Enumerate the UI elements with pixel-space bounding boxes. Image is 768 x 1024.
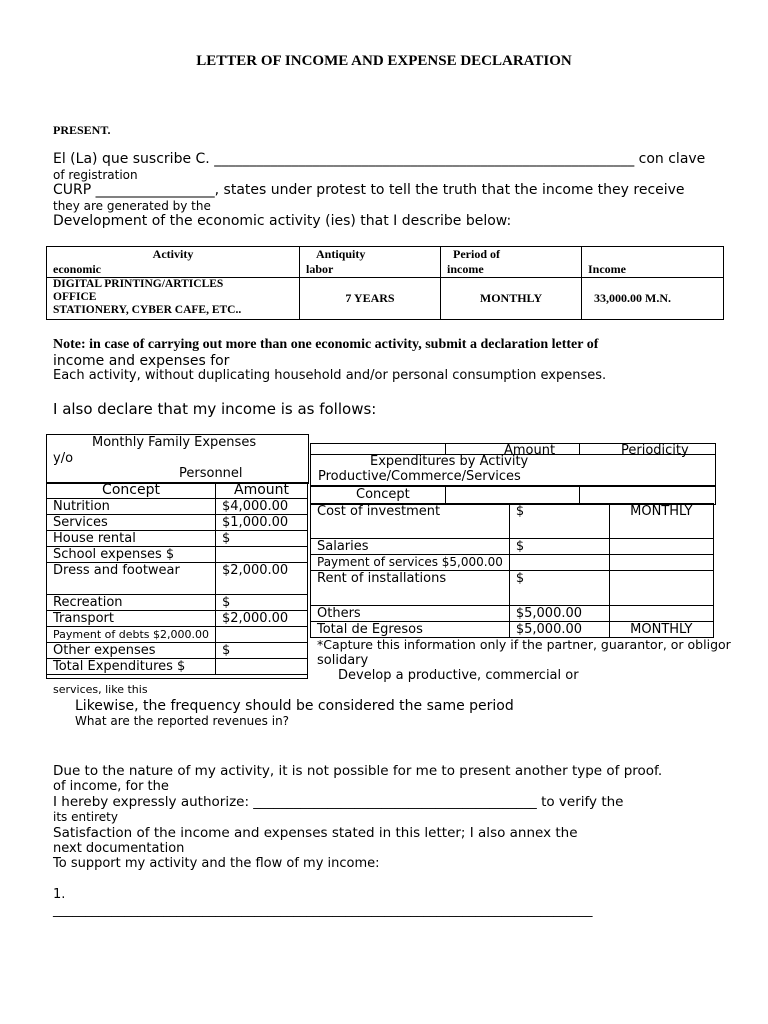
family-row-amount: $4,000.00 xyxy=(216,499,308,515)
list-item-blank-line: ___________________________________________________________________________________ xyxy=(53,903,593,918)
list-item-number: 1. xyxy=(53,887,66,902)
activity-exp-row-concept: Total de Egresos xyxy=(311,622,510,638)
family-col-concept: Concept xyxy=(47,483,216,499)
activity-exp-row-concept: Others xyxy=(311,606,510,622)
family-row-concept: Services xyxy=(47,515,216,531)
activity-exp-row-amount: $5,000.00 xyxy=(509,606,609,622)
activity-exp-row-period xyxy=(609,606,713,622)
family-row-amount: $1,000.00 xyxy=(216,515,308,531)
activity-exp-title-2: Productive/Commerce/Services xyxy=(318,469,521,484)
activity-exp-row-period xyxy=(609,571,713,606)
family-row-concept: Transport xyxy=(47,611,216,627)
antiquity-header-1: Antiquity xyxy=(316,247,366,261)
activity-exp-row-amount: $5,000.00 xyxy=(509,622,609,638)
authorize-line: I hereby expressly authorize: __________________________________________ to verify the xyxy=(53,794,624,810)
family-title-2: y/o xyxy=(53,451,74,466)
closing-line-6: next documentation xyxy=(53,841,185,856)
what-are-text: What are the reported revenues in? xyxy=(75,714,290,728)
family-row-concept: School expenses $ xyxy=(47,547,216,563)
family-title-1: Monthly Family Expenses xyxy=(92,435,257,450)
family-row-concept: Nutrition xyxy=(47,499,216,515)
intro-line-2: of registration xyxy=(53,168,138,182)
family-title-3: Personnel xyxy=(179,466,243,481)
activity-exp-col-header xyxy=(310,485,716,505)
family-row-amount: $ xyxy=(216,531,308,547)
family-expenses-table xyxy=(46,482,308,675)
family-row-concept: Other expenses xyxy=(47,643,216,659)
activity-exp-title-1: Expenditures by Activity xyxy=(370,454,529,469)
present-label: PRESENT. xyxy=(53,123,111,137)
activity-exp-row-concept: Payment of services $5,000.00 xyxy=(311,555,510,571)
closing-line-7: To support my activity and the flow of my income: xyxy=(53,856,380,871)
note-line-2: income and expenses for xyxy=(53,353,230,369)
family-row-amount: $ xyxy=(216,595,308,611)
antiquity-cell: 7 YEARS xyxy=(300,278,441,320)
activity-cell-2: OFFICE xyxy=(53,291,97,303)
family-row-concept: House rental xyxy=(47,531,216,547)
family-row-amount: $2,000.00 xyxy=(216,611,308,627)
closing-line-1: Due to the nature of my activity, it is not possible for me to present another type of proof. xyxy=(53,763,663,779)
activity-expenses-table xyxy=(310,503,714,638)
activity-exp-row-period: MONTHLY xyxy=(609,504,713,539)
activity-cell-3: STATIONERY, CYBER CAFE, ETC.. xyxy=(53,304,242,316)
document-title: LETTER OF INCOME AND EXPENSE DECLARATION xyxy=(196,53,572,69)
activity-cell-1: DIGITAL PRINTING/ARTICLES xyxy=(53,278,224,290)
activity-exp-col-concept: Concept xyxy=(356,487,410,502)
services-like: services, like this xyxy=(53,683,148,696)
activity-exp-periodicity-header: Periodicity xyxy=(621,443,689,458)
intro-line-3: CURP _________________, states under protest to tell the truth that the income they receive xyxy=(53,182,685,198)
activity-header-2: economic xyxy=(53,262,101,276)
note-bold: Note: in case of carrying out more than one economic activity, submit a declaration letter of xyxy=(53,337,599,352)
activity-exp-row-period xyxy=(609,539,713,555)
capture-note-2: solidary xyxy=(317,653,369,668)
closing-line-2: of income, for the xyxy=(53,779,169,794)
family-row-concept: Dress and footwear xyxy=(47,563,216,595)
family-col-amount: Amount xyxy=(216,483,308,499)
family-row-amount: $2,000.00 xyxy=(216,563,308,595)
activity-exp-row-amount xyxy=(509,555,609,571)
activity-exp-row-amount: $ xyxy=(509,571,609,606)
antiquity-header-2: labor xyxy=(306,262,334,276)
activity-exp-row-concept: Salaries xyxy=(311,539,510,555)
family-right-rule xyxy=(307,662,308,679)
family-bottom-rule xyxy=(46,678,307,679)
period-header-1: Period of xyxy=(453,247,500,261)
family-row-amount: $ xyxy=(216,643,308,659)
closing-line-5: Satisfaction of the income and expenses stated in this letter; I also annex the xyxy=(53,825,578,841)
family-row-amount xyxy=(216,659,308,675)
note-line-3: Each activity, without duplicating household and/or personal consumption expenses. xyxy=(53,368,607,383)
likewise-text: Likewise, the frequency should be considered the same period xyxy=(75,698,514,714)
activity-exp-amount-header: Amount xyxy=(504,443,556,458)
family-row-concept: Total Expenditures $ xyxy=(47,659,216,675)
period-header-2: income xyxy=(447,262,484,276)
activity-exp-row-period: MONTHLY xyxy=(609,622,713,638)
capture-note-3: Develop a productive, commercial or xyxy=(338,668,579,683)
declare-text: I also declare that my income is as follows: xyxy=(53,400,377,418)
capture-note-1: *Capture this information only if the partner, guarantor, or obligor xyxy=(317,637,731,652)
activity-exp-row-amount: $ xyxy=(509,539,609,555)
income-cell: 33,000.00 M.N. xyxy=(582,278,724,320)
activity-header-1: Activity xyxy=(152,247,194,261)
family-left-rule xyxy=(46,662,47,679)
income-header: Income xyxy=(588,262,626,276)
family-row-amount xyxy=(216,547,308,563)
family-row-concept: Recreation xyxy=(47,595,216,611)
activity-exp-row-period xyxy=(609,555,713,571)
activity-exp-row-concept: Cost of investment xyxy=(311,504,510,539)
intro-line-4: they are generated by the xyxy=(53,199,211,213)
activity-exp-row-amount: $ xyxy=(509,504,609,539)
activity-table xyxy=(46,246,724,320)
intro-line-1: El (La) que suscribe C. ____________________________________________________________ con clave xyxy=(53,151,706,167)
family-row-concept: Payment of debts $2,000.00 xyxy=(47,627,216,643)
activity-exp-row-concept: Rent of installations xyxy=(311,571,510,606)
activity-exp-title-box xyxy=(310,443,716,487)
intro-line-5: Development of the economic activity (ies) that I describe below: xyxy=(53,213,512,229)
family-row-amount xyxy=(216,627,308,643)
period-cell: MONTHLY xyxy=(441,278,582,320)
family-title-box xyxy=(46,434,309,484)
closing-line-4: its entirety xyxy=(53,810,118,824)
